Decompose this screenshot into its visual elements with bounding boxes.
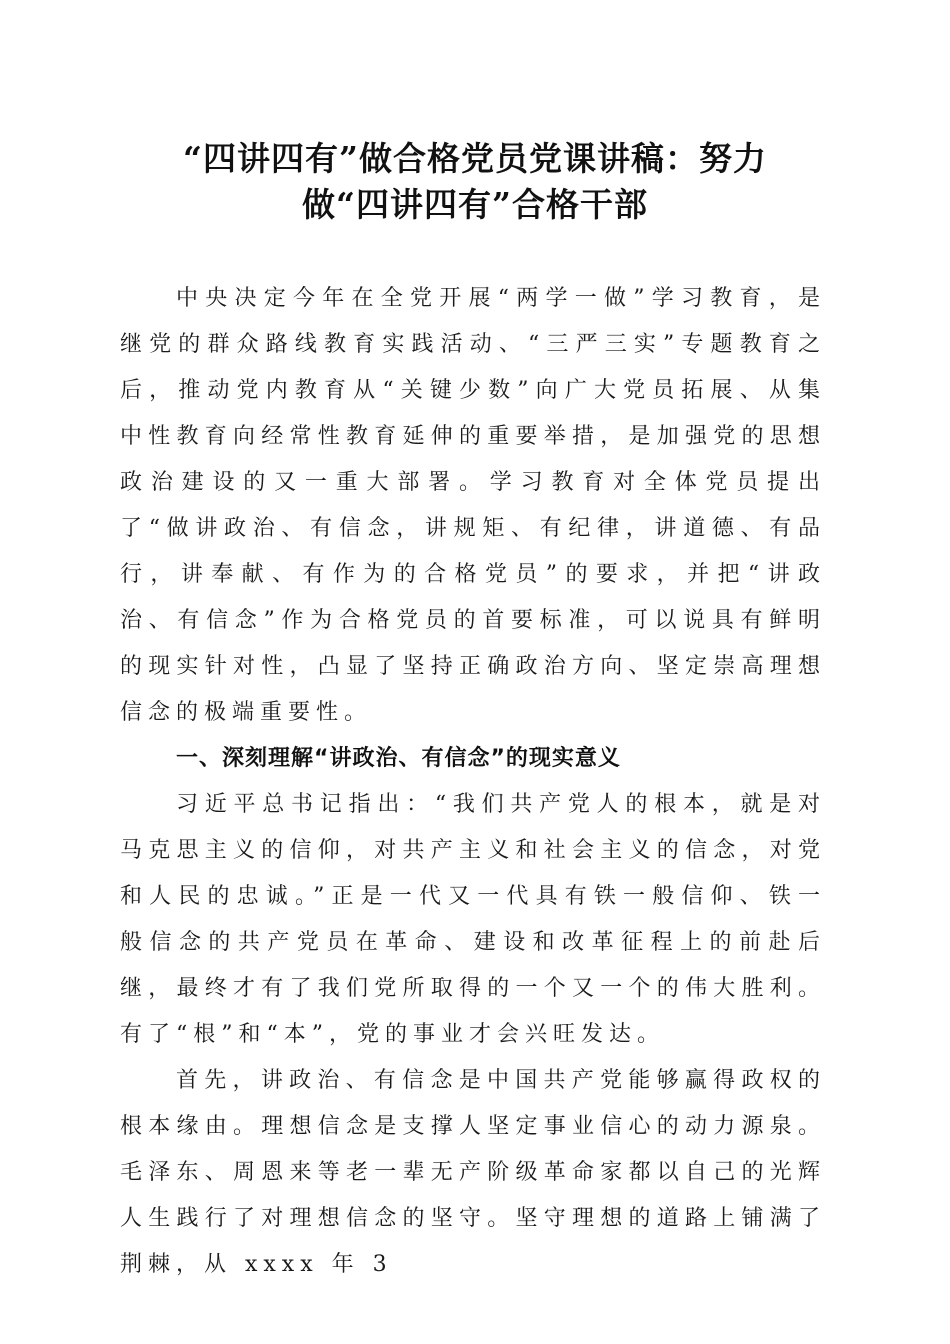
title-line-1: “四讲四有”做合格党员党课讲稿：努力	[183, 139, 767, 178]
title-line-2: 做“四讲四有”合格干部	[302, 185, 648, 224]
section1-paragraph-2: 首先，讲政治、有信念是中国共产党能够赢得政权的根本缘由。理想信念是支撑人坚定事业信心的动力源泉。毛泽东、周恩来等老一辈无产阶级革命家都以自己的光辉人生践行了对理想信念的坚守。坚守理想的道路上铺满了荆棘，从 xxxx 年 3	[120, 1068, 826, 1277]
document-title	[100, 136, 850, 228]
document-body	[120, 276, 826, 1288]
section-heading-1: 一、深刻理解“讲政治、有信念”的现实意义	[176, 746, 621, 771]
section1-paragraph-1: 习近平总书记指出：“我们共产党人的根本，就是对马克思主义的信仰，对共产主义和社会主义的信念，对党和人民的忠诚。”正是一代又一代具有铁一般信仰、铁一般信念的共产党员在革命、建设和改革征程上的前赴后继，最终才有了我们党所取得的一个又一个的伟大胜利。有了“根”和“本”，党的事业才会兴旺发达。	[120, 792, 826, 1047]
intro-paragraph: 中央决定今年在全党开展“两学一做”学习教育，是继党的群众路线教育实践活动、“三严三实”专题教育之后，推动党内教育从“关键少数”向广大党员拓展、从集中性教育向经常性教育延伸的重要举措，是加强党的思想政治建设的又一重大部署。学习教育对全体党员提出了“做讲政治、有信念，讲规矩、有纪律，讲道德、有品行，讲奉献、有作为的合格党员”的要求，并把“讲政治、有信念”作为合格党员的首要标准，可以说具有鲜明的现实针对性，凸显了坚持正确政治方向、坚定崇高理想信念的极端重要性。	[120, 286, 826, 725]
